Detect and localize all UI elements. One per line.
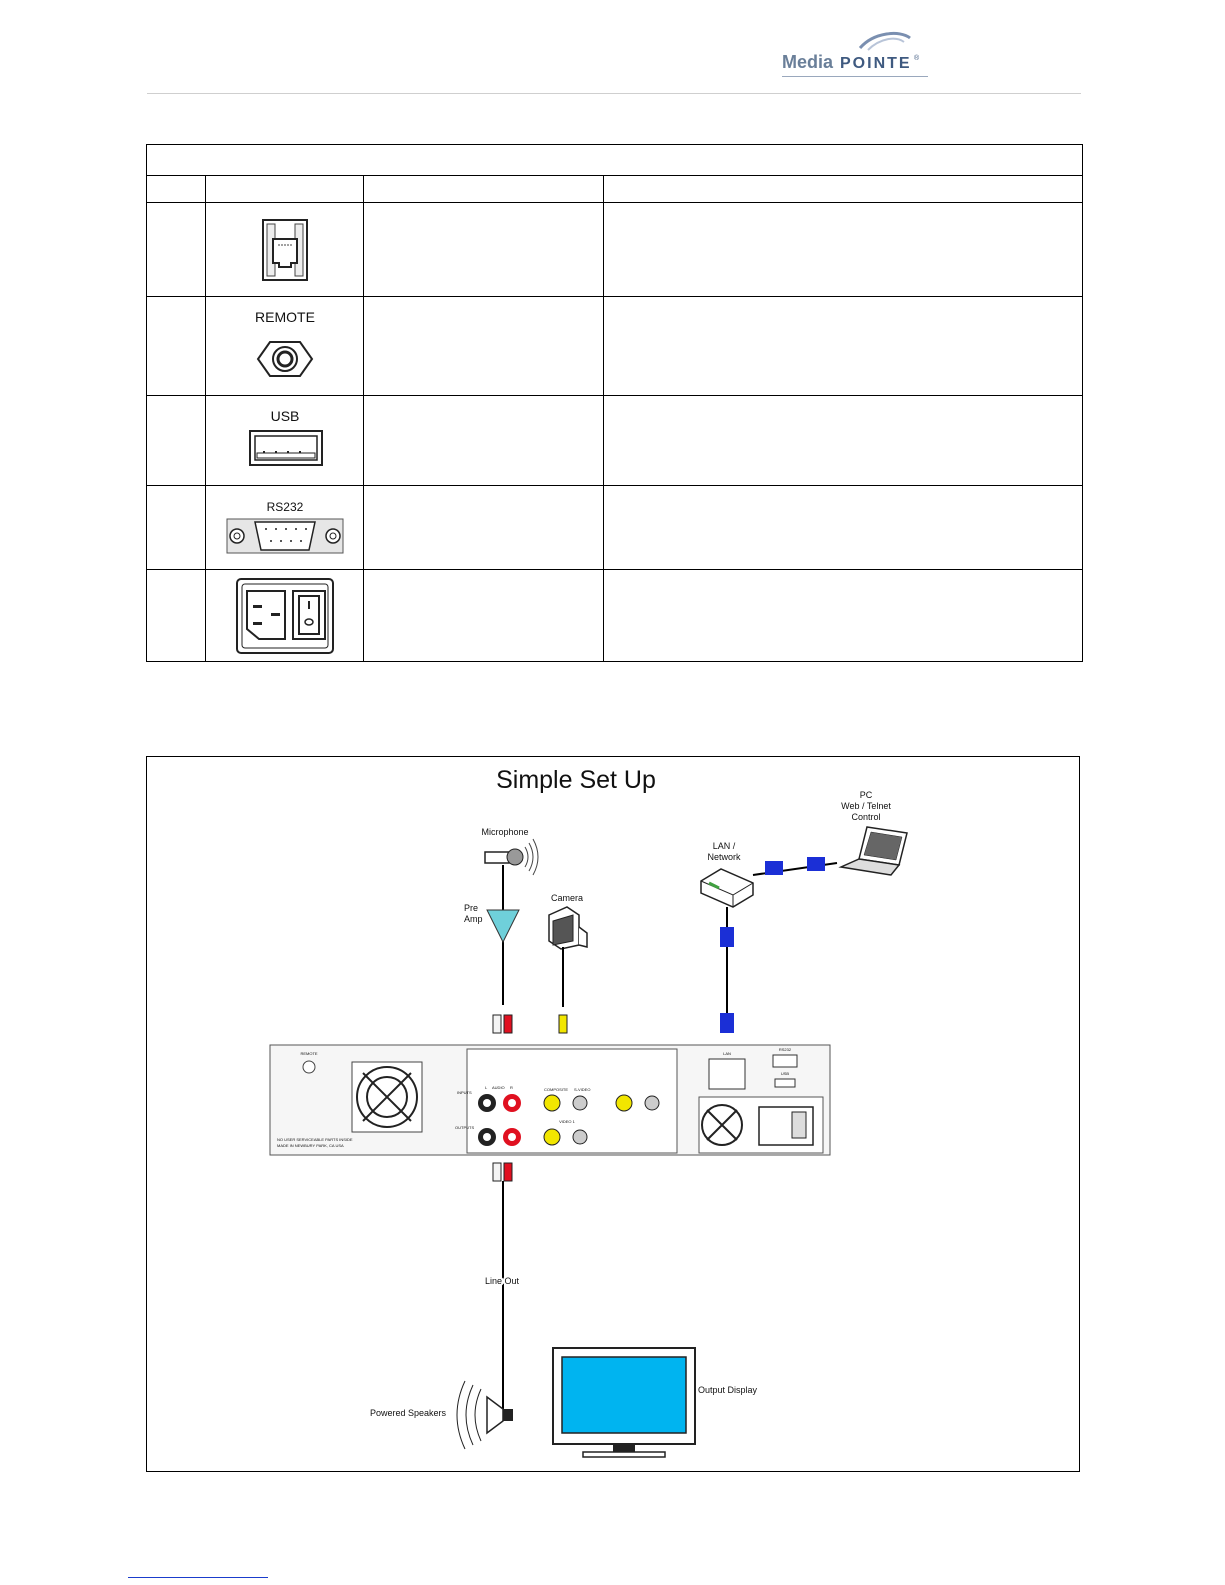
logo-swoosh-inner [868, 39, 904, 50]
power-inlet-icon [235, 577, 335, 655]
microphone-label: Microphone [481, 827, 529, 837]
panel-video1-label: VIDEO 1 [559, 1119, 575, 1124]
lan-label-2: Network [707, 852, 741, 862]
icon-cell [206, 486, 364, 570]
description-cell [604, 396, 1083, 486]
camera-icon [549, 907, 587, 949]
name-cell [364, 203, 604, 297]
header-cell [604, 176, 1083, 203]
panel-audio-label: AUDIO [492, 1085, 505, 1090]
network-plug-icon [765, 861, 783, 875]
table-header-row [147, 176, 1083, 203]
row-number-cell [147, 396, 206, 486]
speaker-icon [457, 1381, 513, 1449]
row-number-cell [147, 203, 206, 297]
remote-jack-label: REMOTE [254, 309, 315, 325]
description-cell [604, 297, 1083, 396]
powered-speakers-label: Powered Speakers [370, 1408, 447, 1418]
pc-label-2: Web / Telnet [841, 801, 891, 811]
name-cell [364, 486, 604, 570]
pc-label-1: PC [859, 790, 873, 800]
rca-plug-red-icon [504, 1015, 512, 1033]
lan-label-1: LAN / [712, 841, 736, 851]
output-display-label: Output Display [698, 1385, 758, 1395]
laptop-icon [841, 827, 907, 875]
table-row [147, 396, 1083, 486]
diagram-title: Simple Set Up [496, 766, 656, 794]
rca-plug-yellow-icon [559, 1015, 567, 1033]
line-out-label: Line Out [484, 1276, 520, 1286]
usb-port-icon [240, 405, 330, 477]
table-row [147, 486, 1083, 570]
icon-cell [206, 297, 364, 396]
panel-svideo-label: S-VIDEO [574, 1087, 591, 1092]
network-switch-icon [701, 869, 753, 907]
row-number-cell [147, 486, 206, 570]
mediapointe-logo [782, 28, 932, 80]
db9-port-icon [225, 497, 345, 559]
fan-icon [352, 1062, 422, 1132]
microphone-icon [485, 839, 538, 875]
ports-table [146, 144, 1083, 662]
rca-plug-white-icon [493, 1163, 501, 1181]
rca-plug-red-icon [504, 1163, 512, 1181]
preamp-icon [487, 910, 519, 942]
logo-text-pointe: POINTE [840, 55, 912, 72]
name-cell [364, 396, 604, 486]
setup-diagram [147, 757, 1079, 1471]
description-cell [604, 570, 1083, 662]
description-cell [604, 203, 1083, 297]
preamp-label-1: Pre [464, 903, 479, 913]
rca-plug-white-icon [493, 1015, 501, 1033]
panel-r-label: R [510, 1085, 513, 1090]
panel-inputs-label: INPUTS [457, 1090, 472, 1095]
setup-diagram-frame [146, 756, 1080, 1472]
name-cell [364, 570, 604, 662]
panel-notice-1: NO USER SERVICEABLE PARTS INSIDE [277, 1137, 353, 1142]
rear-panel [270, 1045, 830, 1155]
footer-link-underline [128, 1577, 268, 1578]
name-cell [364, 297, 604, 396]
preamp-label-2: Amp [464, 914, 483, 924]
panel-outputs-label: OUTPUTS [455, 1125, 475, 1130]
header-cell [364, 176, 604, 203]
panel-remote-label: REMOTE [300, 1051, 318, 1056]
description-cell [604, 486, 1083, 570]
table-title-cell [147, 145, 1083, 176]
output-display-icon [553, 1348, 695, 1457]
header-rule [147, 93, 1081, 94]
rj45-port-icon [260, 217, 310, 283]
row-number-cell [147, 297, 206, 396]
table-title-row [147, 145, 1083, 176]
table-row [147, 570, 1083, 662]
icon-cell [206, 203, 364, 297]
logo-registered-mark: ® [914, 55, 920, 62]
camera-label: Camera [550, 893, 584, 903]
icon-cell [206, 396, 364, 486]
panel-composite-label: COMPOSITE [544, 1087, 569, 1092]
panel-lan-label: LAN [723, 1051, 731, 1056]
network-plug-icon [720, 1013, 734, 1033]
remote-jack-icon [240, 306, 330, 386]
panel-rs232-label: RS232 [778, 1047, 792, 1052]
panel-l-label: L [485, 1085, 488, 1090]
header-cell [147, 176, 206, 203]
pc-label-3: Control [851, 812, 881, 822]
table-row [147, 297, 1083, 396]
table-row [147, 203, 1083, 297]
header-cell [206, 176, 364, 203]
usb-port-label: USB [270, 407, 299, 424]
panel-usb-label: USB [780, 1071, 790, 1076]
icon-cell [206, 570, 364, 662]
db9-port-label: RS232 [266, 499, 303, 514]
network-plug-icon [720, 927, 734, 947]
logo-text-media: Media [782, 52, 834, 72]
logo-underline [782, 76, 928, 77]
panel-notice-2: MADE IN NEWBURY PARK, CA USA [277, 1143, 344, 1148]
network-plug-icon [807, 857, 825, 871]
row-number-cell [147, 570, 206, 662]
